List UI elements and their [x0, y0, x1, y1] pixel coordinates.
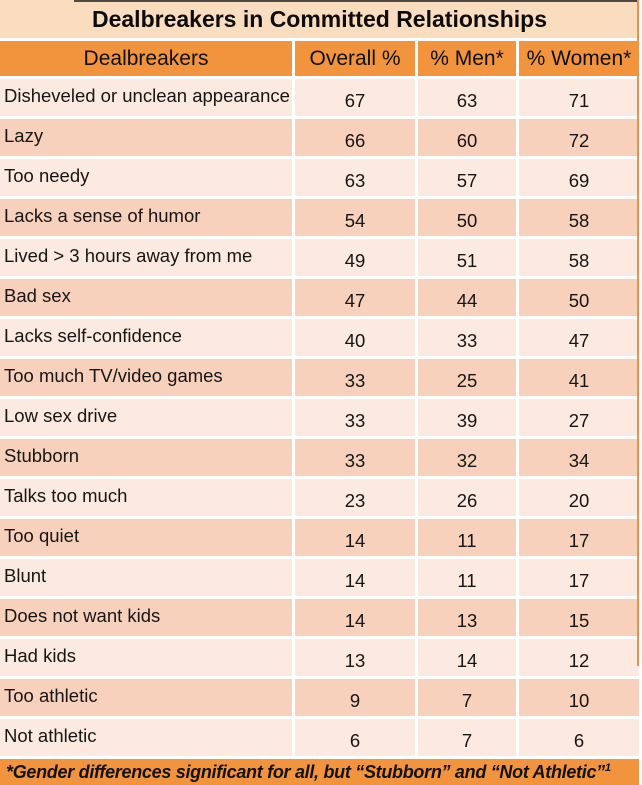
table-row: [0, 599, 639, 636]
table-row: [0, 319, 639, 356]
row-label-cell: Disheveled or unclean appearance: [0, 79, 292, 116]
page-title: Dealbreakers in Committed Relationships: [91, 5, 547, 32]
table-body: [0, 79, 639, 756]
overall-value-cell: 49: [295, 239, 415, 276]
footnote-main: *Gender differences significant for all, but “Stubborn” and “Not Athletic”: [6, 761, 605, 782]
row-label-cell: Blunt: [0, 559, 292, 596]
row-label-cell: Too much TV/video games: [0, 359, 292, 396]
table-row: [0, 479, 639, 516]
overall-value-cell: 33: [295, 439, 415, 476]
table-row: [0, 559, 639, 596]
women-value-cell: 58: [519, 199, 639, 236]
men-value-cell: 51: [418, 239, 516, 276]
men-value-cell: 7: [418, 719, 516, 756]
men-value-cell: 57: [418, 159, 516, 196]
men-value-cell: 13: [418, 599, 516, 636]
overall-value-cell: 67: [295, 79, 415, 116]
overall-value-cell: 14: [295, 519, 415, 556]
men-value-cell: 63: [418, 79, 516, 116]
row-label-cell: Lacks a sense of humor: [0, 199, 292, 236]
table-header-row: [0, 41, 639, 76]
table-row: [0, 199, 639, 236]
women-value-cell: 34: [519, 439, 639, 476]
women-value-cell: 27: [519, 399, 639, 436]
footnote-text: [6, 762, 611, 783]
row-label-cell: Lazy: [0, 119, 292, 156]
row-label-cell: Had kids: [0, 639, 292, 676]
column-header-overall: Overall %: [295, 41, 415, 76]
overall-value-cell: 40: [295, 319, 415, 356]
table-row: [0, 519, 639, 556]
women-value-cell: 71: [519, 79, 639, 116]
row-label-cell: Too quiet: [0, 519, 292, 556]
row-label-cell: Too needy: [0, 159, 292, 196]
column-header-women: % Women*: [519, 41, 639, 76]
men-value-cell: 44: [418, 279, 516, 316]
table-row: [0, 79, 639, 116]
table-row: [0, 239, 639, 276]
women-value-cell: 72: [519, 119, 639, 156]
row-label-cell: Lived > 3 hours away from me: [0, 239, 292, 276]
row-label-cell: Stubborn: [0, 439, 292, 476]
women-value-cell: 10: [519, 679, 639, 716]
women-value-cell: 58: [519, 239, 639, 276]
women-value-cell: 41: [519, 359, 639, 396]
row-label-cell: Does not want kids: [0, 599, 292, 636]
overall-value-cell: 54: [295, 199, 415, 236]
row-label-cell: Lacks self-confidence: [0, 319, 292, 356]
table-row: [0, 719, 639, 756]
men-value-cell: 25: [418, 359, 516, 396]
women-value-cell: 20: [519, 479, 639, 516]
men-value-cell: 14: [418, 639, 516, 676]
table-row: [0, 279, 639, 316]
overall-value-cell: 63: [295, 159, 415, 196]
women-value-cell: 47: [519, 319, 639, 356]
overall-value-cell: 14: [295, 559, 415, 596]
overall-value-cell: 66: [295, 119, 415, 156]
men-value-cell: 32: [418, 439, 516, 476]
table-row: [0, 159, 639, 196]
men-value-cell: 50: [418, 199, 516, 236]
footnote-superscript: 1: [604, 761, 611, 774]
men-value-cell: 7: [418, 679, 516, 716]
overall-value-cell: 13: [295, 639, 415, 676]
overall-value-cell: 33: [295, 359, 415, 396]
table-row: [0, 639, 639, 676]
men-value-cell: 33: [418, 319, 516, 356]
row-label-cell: Talks too much: [0, 479, 292, 516]
column-header-dealbreakers: Dealbreakers: [0, 41, 292, 76]
overall-value-cell: 47: [295, 279, 415, 316]
overall-value-cell: 33: [295, 399, 415, 436]
women-value-cell: 17: [519, 559, 639, 596]
title-band: [0, 0, 639, 38]
women-value-cell: 17: [519, 519, 639, 556]
row-label-cell: Low sex drive: [0, 399, 292, 436]
overall-value-cell: 9: [295, 679, 415, 716]
women-value-cell: 6: [519, 719, 639, 756]
women-value-cell: 15: [519, 599, 639, 636]
column-header-men: % Men*: [418, 41, 516, 76]
overall-value-cell: 6: [295, 719, 415, 756]
table-row: [0, 359, 639, 396]
men-value-cell: 11: [418, 519, 516, 556]
men-value-cell: 60: [418, 119, 516, 156]
overall-value-cell: 14: [295, 599, 415, 636]
row-label-cell: Not athletic: [0, 719, 292, 756]
women-value-cell: 69: [519, 159, 639, 196]
men-value-cell: 39: [418, 399, 516, 436]
dealbreakers-table: [0, 38, 642, 759]
women-value-cell: 50: [519, 279, 639, 316]
row-label-cell: Bad sex: [0, 279, 292, 316]
women-value-cell: 12: [519, 639, 639, 676]
men-value-cell: 26: [418, 479, 516, 516]
table-row: [0, 679, 639, 716]
overall-value-cell: 23: [295, 479, 415, 516]
table-row: [0, 119, 639, 156]
table-row: [0, 439, 639, 476]
footnote-band: [0, 759, 639, 785]
row-label-cell: Too athletic: [0, 679, 292, 716]
table-row: [0, 399, 639, 436]
men-value-cell: 11: [418, 559, 516, 596]
